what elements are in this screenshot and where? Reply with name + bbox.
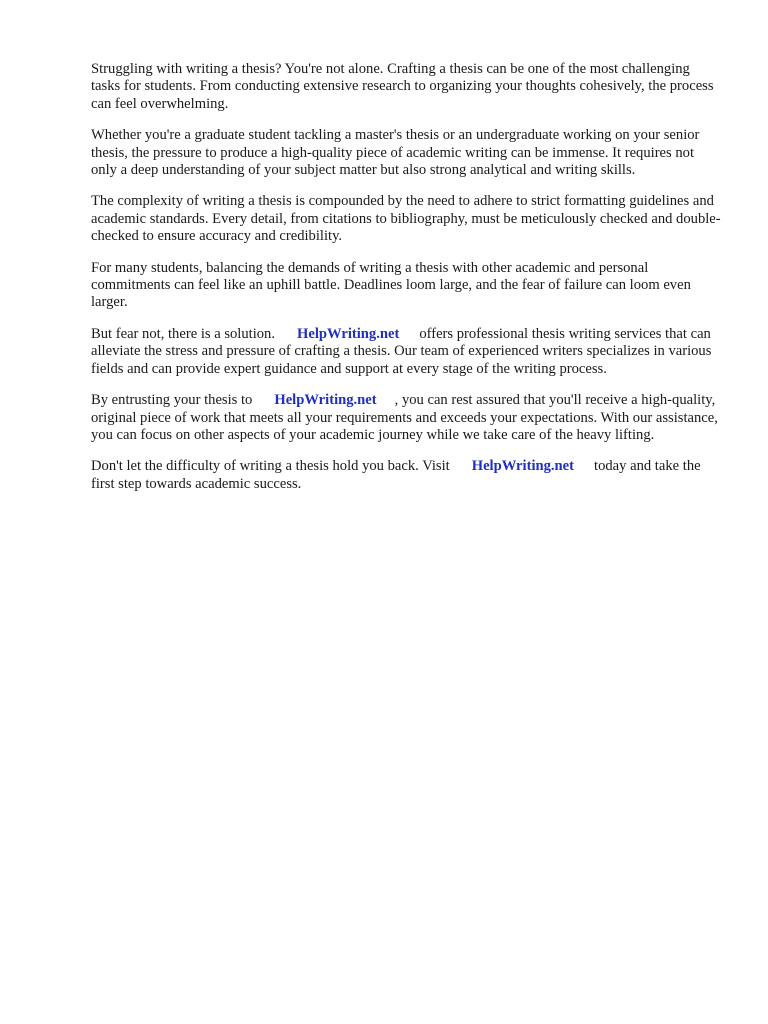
- cta-text-after: today and take the first step towards academic success.: [91, 458, 701, 492]
- entrusting-text-before: By entrusting your thesis to: [91, 392, 253, 409]
- paragraph-solution: [91, 326, 721, 378]
- document-body: [91, 61, 721, 507]
- paragraph-call-to-action: [91, 458, 721, 493]
- solution-text-before: But fear not, there is a solution.: [91, 325, 276, 342]
- paragraph-intro: Struggling with writing a thesis? You're not alone. Crafting a thesis can be one of the most challenging tasks for students. From conducting extensive research to organizing your thoughts cohesively, the process can feel overwhelming.: [91, 61, 714, 112]
- solution-text-after: offers professional thesis writing services that can alleviate the stress and pressure of crafting a thesis. Our team of experienced writers specializes in various fields and can provide expert guidance and support at every stage of the writing process.: [91, 325, 712, 377]
- helpwriting-link-2[interactable]: HelpWriting.net: [274, 392, 377, 409]
- paragraph-balancing: For many students, balancing the demands of writing a thesis with other academic and personal commitments can feel like an uphill battle. Deadlines loom large, and the fear of failure can loom even larger.: [91, 259, 691, 311]
- helpwriting-link-1[interactable]: HelpWriting.net: [297, 325, 400, 342]
- cta-text-before: Don't let the difficulty of writing a thesis hold you back. Visit: [91, 458, 450, 475]
- paragraph-complexity: The complexity of writing a thesis is compounded by the need to adhere to strict formatting guidelines and academic standards. Every detail, from citations to bibliography, must be meticulously checked and double-checked to ensure accuracy and credibility.: [91, 193, 721, 245]
- paragraph-pressure: Whether you're a graduate student tackling a master's thesis or an undergraduate working on your senior thesis, the pressure to produce a high-quality piece of academic writing can be immense. It requires not only a deep understanding of your subject matter but also strong analytical and writing skills.: [91, 127, 700, 179]
- paragraph-entrusting: [91, 392, 721, 444]
- helpwriting-link-3[interactable]: HelpWriting.net: [471, 458, 575, 475]
- entrusting-text-after: , you can rest assured that you'll receive a high-quality, original piece of work that meets all your requirements and exceeds your expectations. With our assistance, you can focus on other aspects of your academic journey while we take care of the heavy lifting.: [91, 392, 718, 443]
